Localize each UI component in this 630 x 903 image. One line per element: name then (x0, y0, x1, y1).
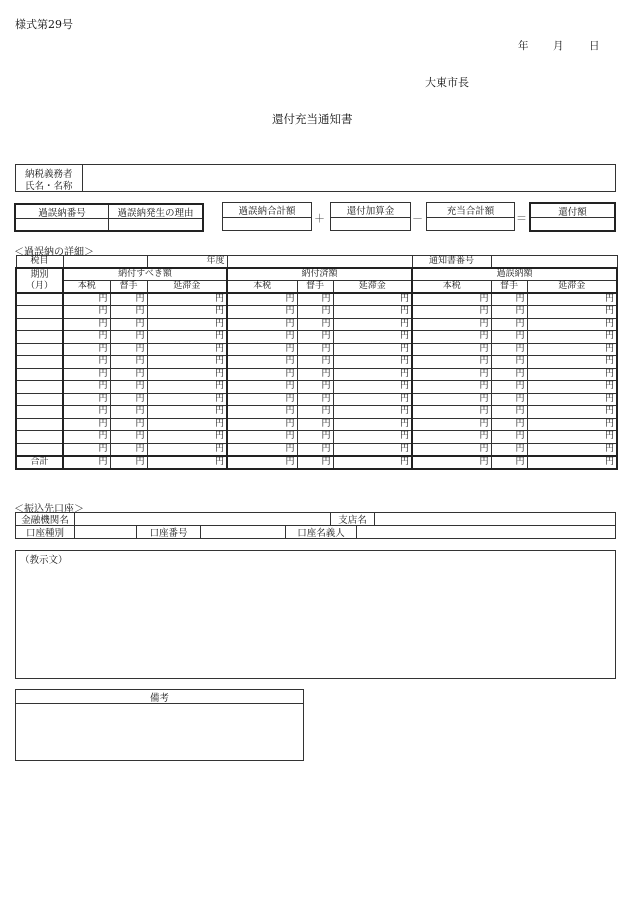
detail-row (16, 443, 617, 456)
yen-cell[interactable]: 円 (412, 456, 491, 469)
yen-cell[interactable]: 円 (110, 393, 147, 406)
yen-cell[interactable]: 円 (227, 418, 297, 431)
yen-cell[interactable]: 円 (147, 368, 227, 381)
yen-cell[interactable]: 円 (147, 456, 227, 469)
yen-cell[interactable]: 円 (297, 356, 333, 369)
refund-amount-label: 還付額 (558, 206, 587, 218)
yen-cell[interactable]: 円 (333, 343, 412, 356)
overpay-total-box (222, 202, 312, 231)
period-cell[interactable] (16, 381, 63, 394)
period-cell[interactable] (16, 368, 63, 381)
taxpayer-label-2: 氏名・名称 (25, 181, 73, 192)
yen-cell[interactable]: 円 (63, 418, 110, 431)
yen-cell[interactable]: 円 (227, 356, 297, 369)
yen-cell[interactable]: 円 (333, 393, 412, 406)
detail-row (16, 331, 617, 344)
yen-cell[interactable]: 円 (412, 343, 491, 356)
yen-cell[interactable]: 円 (527, 343, 617, 356)
tax-item-value[interactable] (63, 256, 147, 269)
period-label-1: 期別 (30, 269, 49, 280)
yen-cell[interactable]: 円 (491, 443, 527, 456)
account-number-label: 口座番号 (149, 528, 188, 539)
yen-cell[interactable]: 円 (227, 343, 297, 356)
yen-cell[interactable]: 円 (147, 356, 227, 369)
refund-amount-box (529, 202, 616, 232)
yen-cell[interactable]: 円 (297, 406, 333, 419)
yen-cell[interactable]: 円 (491, 418, 527, 431)
yen-cell[interactable]: 円 (527, 393, 617, 406)
period-cell[interactable] (16, 293, 63, 306)
yen-cell[interactable]: 円 (491, 331, 527, 344)
yen-cell[interactable]: 円 (110, 368, 147, 381)
yen-cell[interactable]: 円 (333, 356, 412, 369)
date-day: 日 (589, 40, 600, 52)
yen-cell[interactable]: 円 (147, 393, 227, 406)
yen-cell[interactable]: 円 (147, 443, 227, 456)
period-cell[interactable] (16, 318, 63, 331)
yen-cell[interactable]: 円 (491, 406, 527, 419)
yen-cell[interactable]: 円 (333, 368, 412, 381)
yen-cell[interactable]: 円 (147, 318, 227, 331)
yen-cell[interactable]: 円 (527, 331, 617, 344)
yen-cell[interactable]: 円 (63, 306, 110, 319)
yen-cell[interactable]: 円 (227, 293, 297, 306)
yen-cell[interactable]: 円 (333, 456, 412, 469)
yen-cell[interactable]: 円 (297, 393, 333, 406)
col-late-header: 延滞金 (527, 281, 617, 294)
yen-cell[interactable]: 円 (147, 381, 227, 394)
yen-cell[interactable]: 円 (412, 418, 491, 431)
minus-sign: － (412, 212, 423, 225)
detail-row (16, 393, 617, 406)
yen-cell[interactable]: 円 (63, 393, 110, 406)
equals-sign: ＝ (516, 212, 527, 225)
yen-cell[interactable]: 円 (110, 443, 147, 456)
period-cell[interactable] (16, 431, 63, 444)
taxpayer-name-field[interactable] (83, 165, 615, 191)
notice-number-label: 通知書番号 (412, 256, 491, 269)
yen-cell[interactable]: 円 (297, 381, 333, 394)
yen-cell[interactable]: 円 (333, 406, 412, 419)
yen-cell[interactable]: 円 (491, 456, 527, 469)
yen-cell[interactable]: 円 (110, 406, 147, 419)
yen-cell[interactable]: 円 (491, 318, 527, 331)
plus-sign: ＋ (314, 212, 325, 225)
taxpayer-label-1: 納税義務者 (25, 169, 73, 180)
yen-cell[interactable]: 円 (527, 443, 617, 456)
yen-cell[interactable]: 円 (227, 456, 297, 469)
instruction-label: （教示文） (20, 555, 68, 566)
overpay-total-label: 過誤納合計額 (238, 206, 296, 217)
yen-cell[interactable]: 円 (527, 431, 617, 444)
yen-cell[interactable]: 円 (227, 306, 297, 319)
col-late-header: 延滞金 (147, 281, 227, 294)
detail-row (16, 381, 617, 394)
bank-name-label: 金融機関名 (21, 515, 69, 526)
yen-cell[interactable]: 円 (491, 293, 527, 306)
yen-cell[interactable]: 円 (527, 306, 617, 319)
yen-cell[interactable]: 円 (147, 343, 227, 356)
yen-cell[interactable]: 円 (147, 418, 227, 431)
yen-cell[interactable]: 円 (110, 318, 147, 331)
detail-row (16, 356, 617, 369)
issuer-name: 大東市長 (425, 76, 469, 89)
yen-cell[interactable]: 円 (491, 368, 527, 381)
yen-cell[interactable]: 円 (527, 368, 617, 381)
overpay-number-label: 過誤納番号 (38, 207, 86, 219)
remarks-field[interactable] (16, 704, 303, 760)
yen-cell[interactable]: 円 (297, 443, 333, 456)
yen-cell[interactable]: 円 (63, 456, 110, 469)
yen-cell[interactable]: 円 (412, 331, 491, 344)
bank-name-field[interactable] (75, 513, 330, 525)
yen-cell[interactable]: 円 (297, 306, 333, 319)
period-cell[interactable] (16, 393, 63, 406)
detail-row (16, 306, 617, 319)
bank-section-title: ＜振込先口座＞ (14, 504, 84, 515)
yen-cell[interactable]: 円 (110, 331, 147, 344)
yen-cell[interactable]: 円 (297, 318, 333, 331)
yen-cell[interactable]: 円 (110, 293, 147, 306)
yen-cell[interactable]: 円 (527, 318, 617, 331)
date-month: 月 (553, 40, 564, 52)
account-holder-field[interactable] (357, 526, 615, 538)
yen-cell[interactable]: 円 (491, 306, 527, 319)
yen-cell[interactable]: 円 (491, 356, 527, 369)
detail-row (16, 368, 617, 381)
yen-cell[interactable]: 円 (491, 393, 527, 406)
yen-cell[interactable]: 円 (110, 343, 147, 356)
yen-cell[interactable]: 円 (527, 356, 617, 369)
yen-cell[interactable]: 円 (63, 368, 110, 381)
yen-cell[interactable]: 円 (297, 368, 333, 381)
yen-cell[interactable]: 円 (412, 431, 491, 444)
yen-cell[interactable]: 円 (297, 431, 333, 444)
total-label: 合計 (16, 456, 63, 469)
yen-cell[interactable]: 円 (333, 306, 412, 319)
yen-cell[interactable]: 円 (63, 443, 110, 456)
yen-cell[interactable]: 円 (63, 343, 110, 356)
yen-cell[interactable]: 円 (227, 368, 297, 381)
yen-cell[interactable]: 円 (333, 381, 412, 394)
yen-cell[interactable]: 円 (527, 418, 617, 431)
period-cell[interactable] (16, 356, 63, 369)
yen-cell[interactable]: 円 (227, 381, 297, 394)
date-year: 年 (518, 40, 529, 52)
yen-cell[interactable]: 円 (412, 443, 491, 456)
group-over-header: 過誤納額 (412, 268, 617, 281)
yen-cell[interactable]: 円 (147, 306, 227, 319)
col-fee-header: 督手 (491, 281, 527, 294)
yen-cell[interactable]: 円 (333, 431, 412, 444)
fiscal-year-label: 年度 (147, 256, 227, 269)
yen-cell[interactable]: 円 (110, 431, 147, 444)
period-cell[interactable] (16, 418, 63, 431)
overpay-detail-table (15, 255, 618, 470)
yen-cell[interactable]: 円 (63, 318, 110, 331)
account-holder-label: 口座名義人 (297, 528, 345, 539)
yen-cell[interactable]: 円 (412, 356, 491, 369)
yen-cell[interactable]: 円 (63, 431, 110, 444)
yen-cell[interactable]: 円 (412, 368, 491, 381)
yen-cell[interactable]: 円 (63, 356, 110, 369)
col-late-header: 延滞金 (333, 281, 412, 294)
group-paid-header: 納付済額 (227, 268, 412, 281)
yen-cell[interactable]: 円 (63, 331, 110, 344)
total-row (16, 456, 617, 469)
yen-cell[interactable]: 円 (297, 456, 333, 469)
yen-cell[interactable]: 円 (227, 331, 297, 344)
yen-cell[interactable]: 円 (110, 381, 147, 394)
col-main-header: 本税 (412, 281, 491, 294)
yen-cell[interactable]: 円 (333, 418, 412, 431)
branch-name-label: 支店名 (338, 515, 367, 526)
yen-cell[interactable]: 円 (63, 381, 110, 394)
yen-cell[interactable]: 円 (227, 431, 297, 444)
yen-cell[interactable]: 円 (227, 406, 297, 419)
yen-cell[interactable]: 円 (147, 293, 227, 306)
yen-cell[interactable]: 円 (110, 306, 147, 319)
tax-item-label: 税目 (16, 256, 63, 269)
period-cell[interactable] (16, 331, 63, 344)
appropriation-total-label: 充当合計額 (446, 206, 495, 217)
yen-cell[interactable]: 円 (63, 293, 110, 306)
yen-cell[interactable]: 円 (147, 431, 227, 444)
yen-cell[interactable]: 円 (412, 306, 491, 319)
yen-cell[interactable]: 円 (110, 418, 147, 431)
yen-cell[interactable]: 円 (333, 443, 412, 456)
yen-cell[interactable]: 円 (147, 331, 227, 344)
fiscal-year-value[interactable] (227, 256, 412, 269)
period-header (16, 268, 63, 293)
detail-section-title: ＜過誤納の詳細＞ (14, 247, 94, 258)
col-fee-header: 督手 (297, 281, 333, 294)
period-label-2: （月） (25, 280, 53, 291)
column-header-row (16, 281, 617, 294)
yen-cell[interactable]: 円 (527, 381, 617, 394)
detail-row (16, 318, 617, 331)
yen-cell[interactable]: 円 (412, 406, 491, 419)
yen-cell[interactable]: 円 (412, 381, 491, 394)
col-main-header: 本税 (227, 281, 297, 294)
yen-cell[interactable]: 円 (147, 406, 227, 419)
detail-row (16, 343, 617, 356)
form-number: 様式第29号 (15, 18, 73, 31)
yen-cell[interactable]: 円 (412, 318, 491, 331)
overpay-id-box (14, 203, 204, 232)
group-header-row (16, 268, 617, 281)
bank-account-box (15, 512, 616, 539)
account-type-label: 口座種別 (25, 528, 64, 539)
group-due-header: 納付すべき額 (63, 268, 227, 281)
appropriation-total-box (426, 202, 515, 231)
yen-cell[interactable]: 円 (297, 331, 333, 344)
yen-cell[interactable]: 円 (63, 406, 110, 419)
branch-name-field[interactable] (375, 513, 615, 525)
instruction-box (15, 550, 616, 679)
yen-cell[interactable]: 円 (527, 293, 617, 306)
period-cell[interactable] (16, 343, 63, 356)
detail-row (16, 418, 617, 431)
period-cell[interactable] (16, 406, 63, 419)
period-cell[interactable] (16, 443, 63, 456)
refund-addition-label: 還付加算金 (346, 206, 395, 217)
detail-header-row (16, 256, 617, 269)
document-title: 還付充当通知書 (272, 112, 353, 126)
yen-cell[interactable]: 円 (297, 418, 333, 431)
yen-cell[interactable]: 円 (527, 406, 617, 419)
yen-cell[interactable]: 円 (110, 456, 147, 469)
yen-cell[interactable]: 円 (491, 343, 527, 356)
yen-cell[interactable]: 円 (333, 331, 412, 344)
yen-cell[interactable]: 円 (227, 393, 297, 406)
yen-cell[interactable]: 円 (297, 343, 333, 356)
account-type-field[interactable] (75, 526, 136, 538)
account-number-field[interactable] (201, 526, 285, 538)
remarks-box (15, 689, 304, 761)
yen-cell[interactable]: 円 (333, 318, 412, 331)
detail-row (16, 293, 617, 306)
yen-cell[interactable]: 円 (491, 381, 527, 394)
yen-cell[interactable]: 円 (491, 431, 527, 444)
yen-cell[interactable]: 円 (297, 293, 333, 306)
yen-cell[interactable]: 円 (527, 456, 617, 469)
detail-row (16, 431, 617, 444)
yen-cell[interactable]: 円 (412, 393, 491, 406)
col-main-header: 本税 (63, 281, 110, 294)
yen-cell[interactable]: 円 (227, 443, 297, 456)
overpay-reason-label: 過誤納発生の理由 (117, 207, 194, 219)
refund-addition-box (330, 202, 411, 231)
period-cell[interactable] (16, 306, 63, 319)
yen-cell[interactable]: 円 (412, 293, 491, 306)
remarks-label: 備考 (149, 692, 169, 704)
yen-cell[interactable]: 円 (333, 293, 412, 306)
notice-number-value[interactable] (491, 256, 617, 269)
yen-cell[interactable]: 円 (110, 356, 147, 369)
col-fee-header: 督手 (110, 281, 147, 294)
yen-cell[interactable]: 円 (227, 318, 297, 331)
detail-row (16, 406, 617, 419)
